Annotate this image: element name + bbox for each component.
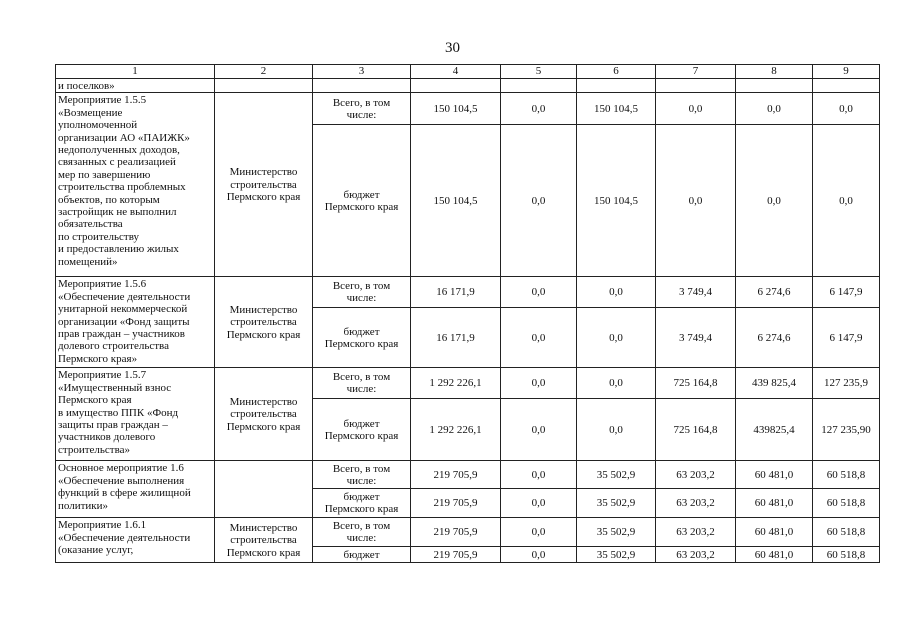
value-cell: 150 104,5 [577,125,656,277]
value-cell: 0,0 [813,93,880,125]
value-cell: 6 274,6 [736,277,813,308]
budget-table [55,64,880,563]
value-cell: 219 705,9 [411,547,501,563]
value-cell: 127 235,90 [813,399,880,461]
value-cell: 0,0 [813,125,880,277]
funding-source: Всего, в том числе: [313,368,411,399]
value-cell: 63 203,2 [656,518,736,547]
value-cell: 0,0 [577,277,656,308]
funding-source: бюджет [313,547,411,563]
value-cell: 439825,4 [736,399,813,461]
column-header: 3 [313,65,411,79]
page-number: 30 [445,40,460,56]
executor-cell: Министерство строительства Пермского края [215,93,313,277]
continuation-row [56,79,880,93]
table-row [56,93,880,125]
value-cell: 0,0 [736,93,813,125]
value-cell: 0,0 [577,308,656,368]
funding-source: Всего, в том числе: [313,277,411,308]
activity-name: Мероприятие 1.5.7 «Имущественный взнос Пермского края в имущество ППК «Фонд защиты прав граждан – участников долевого строительства» [56,368,215,461]
value-cell: 0,0 [501,368,577,399]
column-header: 8 [736,65,813,79]
value-cell: 1 292 226,1 [411,368,501,399]
activity-name: Мероприятие 1.5.6 «Обеспечение деятельности унитарной некоммерческой организации «Фонд защиты прав граждан – участников долевого строительства Пермского края» [56,277,215,368]
value-cell: 63 203,2 [656,489,736,518]
executor-cell [215,461,313,518]
value-cell: 3 749,4 [656,277,736,308]
value-cell: 0,0 [501,125,577,277]
column-header: 6 [577,65,656,79]
column-header: 9 [813,65,880,79]
value-cell: 0,0 [501,399,577,461]
value-cell: 219 705,9 [411,461,501,489]
table-row [56,368,880,399]
value-cell: 60 518,8 [813,518,880,547]
value-cell: 63 203,2 [656,461,736,489]
value-cell: 35 502,9 [577,489,656,518]
column-header: 1 [56,65,215,79]
column-header: 2 [215,65,313,79]
value-cell: 1 292 226,1 [411,399,501,461]
value-cell: 60 518,8 [813,461,880,489]
value-cell: 35 502,9 [577,461,656,489]
value-cell: 150 104,5 [411,93,501,125]
value-cell: 725 164,8 [656,399,736,461]
column-header: 5 [501,65,577,79]
value-cell: 16 171,9 [411,277,501,308]
table-body [56,93,880,563]
value-cell: 0,0 [501,277,577,308]
executor-cell: Министерство строительства Пермского края [215,518,313,563]
value-cell: 6 274,6 [736,308,813,368]
value-cell: 35 502,9 [577,547,656,563]
value-cell: 150 104,5 [577,93,656,125]
column-header: 7 [656,65,736,79]
value-cell: 0,0 [736,125,813,277]
funding-source: Всего, в том числе: [313,461,411,489]
column-number-row [56,65,880,79]
funding-source: бюджет Пермского края [313,489,411,518]
value-cell: 0,0 [577,399,656,461]
value-cell: 0,0 [501,93,577,125]
funding-source: бюджет Пермского края [313,308,411,368]
value-cell: 6 147,9 [813,277,880,308]
funding-source: бюджет Пермского края [313,399,411,461]
continuation-text: и поселков» [56,79,215,93]
value-cell: 725 164,8 [656,368,736,399]
value-cell: 0,0 [501,308,577,368]
table-row [56,277,880,308]
value-cell: 127 235,9 [813,368,880,399]
value-cell: 35 502,9 [577,518,656,547]
value-cell: 16 171,9 [411,308,501,368]
value-cell: 219 705,9 [411,518,501,547]
value-cell: 60 481,0 [736,489,813,518]
funding-source: бюджет Пермского края [313,125,411,277]
value-cell: 439 825,4 [736,368,813,399]
value-cell: 150 104,5 [411,125,501,277]
activity-name: Мероприятие 1.5.5 «Возмещение уполномоченной организации АО «ПАИЖК» недополученных доходов, связанных с реализацией мер по завершению строительства проблемных объектов, по которым застройщик не выполнил обязательства по строительству и предоставлению жилых помещений» [56,93,215,277]
value-cell: 0,0 [501,489,577,518]
value-cell: 63 203,2 [656,547,736,563]
value-cell: 0,0 [577,368,656,399]
value-cell: 0,0 [501,461,577,489]
column-header: 4 [411,65,501,79]
value-cell: 0,0 [501,547,577,563]
activity-name: Мероприятие 1.6.1 «Обеспечение деятельности (оказание услуг, [56,518,215,563]
executor-cell: Министерство строительства Пермского края [215,368,313,461]
table-row [56,461,880,489]
value-cell: 60 481,0 [736,518,813,547]
value-cell: 60 481,0 [736,547,813,563]
funding-source: Всего, в том числе: [313,93,411,125]
executor-cell: Министерство строительства Пермского края [215,277,313,368]
value-cell: 3 749,4 [656,308,736,368]
value-cell: 60 518,8 [813,489,880,518]
value-cell: 219 705,9 [411,489,501,518]
value-cell: 0,0 [501,518,577,547]
table-row [56,518,880,547]
value-cell: 60 481,0 [736,461,813,489]
value-cell: 6 147,9 [813,308,880,368]
value-cell: 0,0 [656,93,736,125]
funding-source: Всего, в том числе: [313,518,411,547]
activity-name: Основное мероприятие 1.6 «Обеспечение выполнения функций в сфере жилищной политики» [56,461,215,518]
value-cell: 0,0 [656,125,736,277]
value-cell: 60 518,8 [813,547,880,563]
